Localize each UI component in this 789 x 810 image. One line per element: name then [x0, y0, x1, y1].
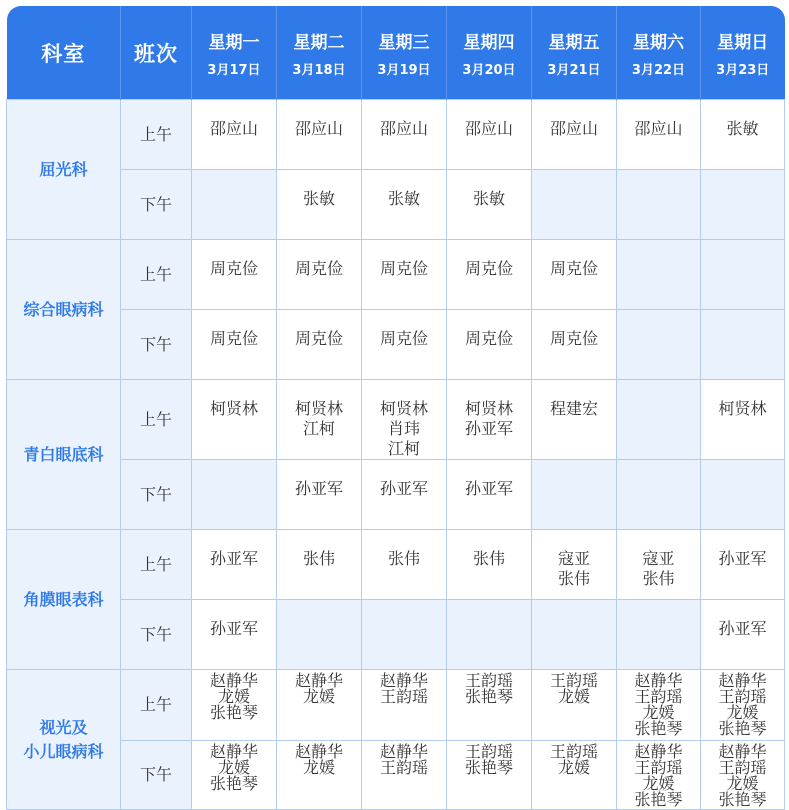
doctor-name: 张艳琴 [209, 703, 258, 722]
doctor-name: 赵静华 [718, 671, 767, 690]
doctor-name: 龙媛 [217, 687, 250, 706]
schedule-cell [447, 100, 532, 170]
doctor-name: 孙亚军 [464, 419, 513, 438]
schedule-cell [192, 670, 277, 741]
doctor-name: 周克俭 [549, 329, 598, 348]
shift-morning: 上午 [121, 100, 192, 170]
doctor-name: 龙媛 [302, 758, 335, 777]
doctor-name: 张艳琴 [634, 719, 683, 738]
schedule-cell [617, 100, 701, 170]
doctor-name: 龙媛 [302, 687, 335, 706]
header-day-mon: 星期一 3月17日 [192, 6, 277, 100]
doctor-name: 王韵瑶 [718, 758, 767, 777]
schedule-cell [701, 600, 785, 670]
doctor-name: 邵应山 [294, 119, 343, 138]
schedule-cell [701, 170, 785, 240]
schedule-cell [192, 741, 277, 810]
schedule-cell [192, 310, 277, 380]
schedule-cell [362, 670, 447, 741]
schedule-container [6, 6, 784, 810]
schedule-cell [532, 460, 617, 530]
schedule-cell [617, 380, 701, 460]
doctor-name: 邵应山 [464, 119, 513, 138]
schedule-cell [617, 170, 701, 240]
header-day-fri: 星期五 3月21日 [532, 6, 617, 100]
schedule-cell [617, 670, 701, 741]
doctor-name: 张伟 [472, 549, 505, 568]
department-name [7, 100, 121, 240]
doctor-name: 王韵瑶 [379, 687, 428, 706]
department-label: 青白眼底科 [23, 444, 104, 464]
doctor-name: 张艳琴 [634, 790, 683, 809]
schedule-body [7, 100, 785, 810]
schedule-cell [277, 600, 362, 670]
doctor-name: 张伟 [557, 569, 590, 588]
header-day-sat: 星期六 3月22日 [617, 6, 701, 100]
schedule-cell [701, 460, 785, 530]
schedule-cell [532, 741, 617, 810]
schedule-row [7, 310, 785, 380]
doctor-name: 王韵瑶 [718, 687, 767, 706]
schedule-row [7, 670, 785, 741]
doctor-name: 江柯 [302, 419, 335, 438]
schedule-cell [701, 310, 785, 380]
schedule-cell [192, 100, 277, 170]
doctor-name: 周克俭 [379, 329, 428, 348]
schedule-cell [447, 310, 532, 380]
doctor-name: 周克俭 [379, 259, 428, 278]
doctor-name: 张敏 [387, 189, 420, 208]
doctor-name: 张伟 [302, 549, 335, 568]
schedule-cell [192, 240, 277, 310]
doctor-name: 龙媛 [642, 774, 675, 793]
schedule-cell [447, 670, 532, 741]
doctor-name: 江柯 [387, 439, 420, 458]
department-name [7, 240, 121, 380]
doctor-name: 龙媛 [726, 774, 759, 793]
doctor-name: 张敏 [302, 189, 335, 208]
header-day-thu: 星期四 3月20日 [447, 6, 532, 100]
schedule-cell [532, 240, 617, 310]
doctor-name: 孙亚军 [464, 479, 513, 498]
doctor-schedule-table [6, 6, 785, 810]
schedule-cell [617, 460, 701, 530]
department-label: 视光及 [39, 717, 88, 737]
schedule-cell [192, 460, 277, 530]
schedule-cell [192, 380, 277, 460]
schedule-cell [701, 741, 785, 810]
shift-afternoon: 下午 [121, 460, 192, 530]
schedule-cell [532, 170, 617, 240]
shift-morning: 上午 [121, 380, 192, 460]
schedule-row [7, 530, 785, 600]
doctor-name: 张敏 [472, 189, 505, 208]
doctor-name: 周克俭 [209, 259, 258, 278]
doctor-name: 赵静华 [294, 742, 343, 761]
header-day-sun: 星期日 3月23日 [701, 6, 785, 100]
doctor-name: 孙亚军 [209, 549, 258, 568]
doctor-name: 孙亚军 [718, 619, 767, 638]
schedule-cell [617, 530, 701, 600]
doctor-name: 龙媛 [557, 758, 590, 777]
schedule-cell [277, 170, 362, 240]
schedule-cell [362, 100, 447, 170]
doctor-name: 周克俭 [209, 329, 258, 348]
schedule-cell [532, 670, 617, 741]
doctor-name: 柯贤林 [464, 399, 513, 418]
schedule-cell [617, 600, 701, 670]
doctor-name: 邵应山 [634, 119, 683, 138]
doctor-name: 赵静华 [209, 742, 258, 761]
doctor-name: 王韵瑶 [634, 687, 683, 706]
doctor-name: 龙媛 [726, 703, 759, 722]
schedule-row [7, 460, 785, 530]
doctor-name: 张艳琴 [464, 758, 513, 777]
doctor-name: 柯贤林 [718, 399, 767, 418]
department-name [7, 530, 121, 670]
doctor-name: 龙媛 [217, 758, 250, 777]
schedule-cell [277, 240, 362, 310]
schedule-row [7, 170, 785, 240]
schedule-cell [617, 240, 701, 310]
shift-afternoon: 下午 [121, 310, 192, 380]
schedule-cell [447, 530, 532, 600]
schedule-cell [447, 460, 532, 530]
shift-morning: 上午 [121, 670, 192, 741]
schedule-cell [362, 600, 447, 670]
schedule-cell [701, 240, 785, 310]
schedule-cell [701, 380, 785, 460]
doctor-name: 赵静华 [379, 671, 428, 690]
shift-morning: 上午 [121, 240, 192, 310]
doctor-name: 赵静华 [379, 742, 428, 761]
doctor-name: 寇亚 [642, 549, 675, 568]
doctor-name: 孙亚军 [209, 619, 258, 638]
schedule-row [7, 741, 785, 810]
department-name [7, 670, 121, 810]
schedule-cell [447, 170, 532, 240]
doctor-name: 张敏 [726, 119, 759, 138]
doctor-name: 赵静华 [294, 671, 343, 690]
schedule-row [7, 380, 785, 460]
doctor-name: 周克俭 [464, 259, 513, 278]
schedule-cell [192, 600, 277, 670]
shift-afternoon: 下午 [121, 600, 192, 670]
doctor-name: 程建宏 [549, 399, 598, 418]
doctor-name: 赵静华 [209, 671, 258, 690]
schedule-cell [277, 741, 362, 810]
schedule-cell [447, 741, 532, 810]
doctor-name: 邵应山 [379, 119, 428, 138]
schedule-cell [617, 741, 701, 810]
doctor-name: 肖玮 [387, 419, 420, 438]
doctor-name: 周克俭 [294, 259, 343, 278]
schedule-cell [362, 380, 447, 460]
doctor-name: 龙媛 [642, 703, 675, 722]
schedule-cell [362, 240, 447, 310]
schedule-cell [277, 380, 362, 460]
schedule-cell [447, 380, 532, 460]
doctor-name: 王韵瑶 [549, 742, 598, 761]
department-label: 屈光科 [39, 159, 88, 179]
doctor-name: 王韵瑶 [549, 671, 598, 690]
department-label: 小儿眼病科 [23, 741, 104, 761]
department-label: 综合眼病科 [23, 299, 104, 319]
doctor-name: 王韵瑶 [464, 742, 513, 761]
header-day-tue: 星期二 3月18日 [277, 6, 362, 100]
schedule-row [7, 600, 785, 670]
doctor-name: 赵静华 [718, 742, 767, 761]
doctor-name: 王韵瑶 [464, 671, 513, 690]
schedule-cell [447, 600, 532, 670]
schedule-cell [277, 460, 362, 530]
schedule-cell [362, 310, 447, 380]
schedule-cell [532, 600, 617, 670]
schedule-cell [701, 530, 785, 600]
schedule-cell [532, 310, 617, 380]
header-dept: 科室 [7, 6, 121, 100]
schedule-row [7, 100, 785, 170]
doctor-name: 张艳琴 [209, 774, 258, 793]
schedule-cell [192, 530, 277, 600]
header-row [7, 6, 785, 100]
schedule-cell [362, 530, 447, 600]
shift-afternoon: 下午 [121, 170, 192, 240]
doctor-name: 张艳琴 [718, 790, 767, 809]
doctor-name: 张艳琴 [718, 719, 767, 738]
schedule-cell [447, 240, 532, 310]
doctor-name: 寇亚 [557, 549, 590, 568]
doctor-name: 柯贤林 [294, 399, 343, 418]
schedule-cell [362, 460, 447, 530]
schedule-cell [617, 310, 701, 380]
schedule-cell [362, 170, 447, 240]
header-shift: 班次 [121, 6, 192, 100]
doctor-name: 周克俭 [549, 259, 598, 278]
header-day-wed: 星期三 3月19日 [362, 6, 447, 100]
doctor-name: 张伟 [387, 549, 420, 568]
schedule-cell [532, 530, 617, 600]
doctor-name: 龙媛 [557, 687, 590, 706]
doctor-name: 孙亚军 [294, 479, 343, 498]
doctor-name: 周克俭 [294, 329, 343, 348]
schedule-cell [701, 670, 785, 741]
doctor-name: 孙亚军 [718, 549, 767, 568]
doctor-name: 邵应山 [549, 119, 598, 138]
doctor-name: 柯贤林 [209, 399, 258, 418]
doctor-name: 邵应山 [209, 119, 258, 138]
schedule-cell [532, 100, 617, 170]
schedule-cell [277, 670, 362, 741]
shift-afternoon: 下午 [121, 741, 192, 810]
schedule-cell [192, 170, 277, 240]
shift-morning: 上午 [121, 530, 192, 600]
schedule-cell [701, 100, 785, 170]
schedule-cell [362, 741, 447, 810]
doctor-name: 赵静华 [634, 671, 683, 690]
doctor-name: 孙亚军 [379, 479, 428, 498]
schedule-cell [277, 530, 362, 600]
doctor-name: 王韵瑶 [634, 758, 683, 777]
doctor-name: 张艳琴 [464, 687, 513, 706]
doctor-name: 王韵瑶 [379, 758, 428, 777]
schedule-cell [277, 310, 362, 380]
schedule-cell [532, 380, 617, 460]
schedule-cell [277, 100, 362, 170]
schedule-row [7, 240, 785, 310]
doctor-name: 柯贤林 [379, 399, 428, 418]
department-name [7, 380, 121, 530]
doctor-name: 赵静华 [634, 742, 683, 761]
doctor-name: 张伟 [642, 569, 675, 588]
department-label: 角膜眼表科 [23, 589, 104, 609]
doctor-name: 周克俭 [464, 329, 513, 348]
